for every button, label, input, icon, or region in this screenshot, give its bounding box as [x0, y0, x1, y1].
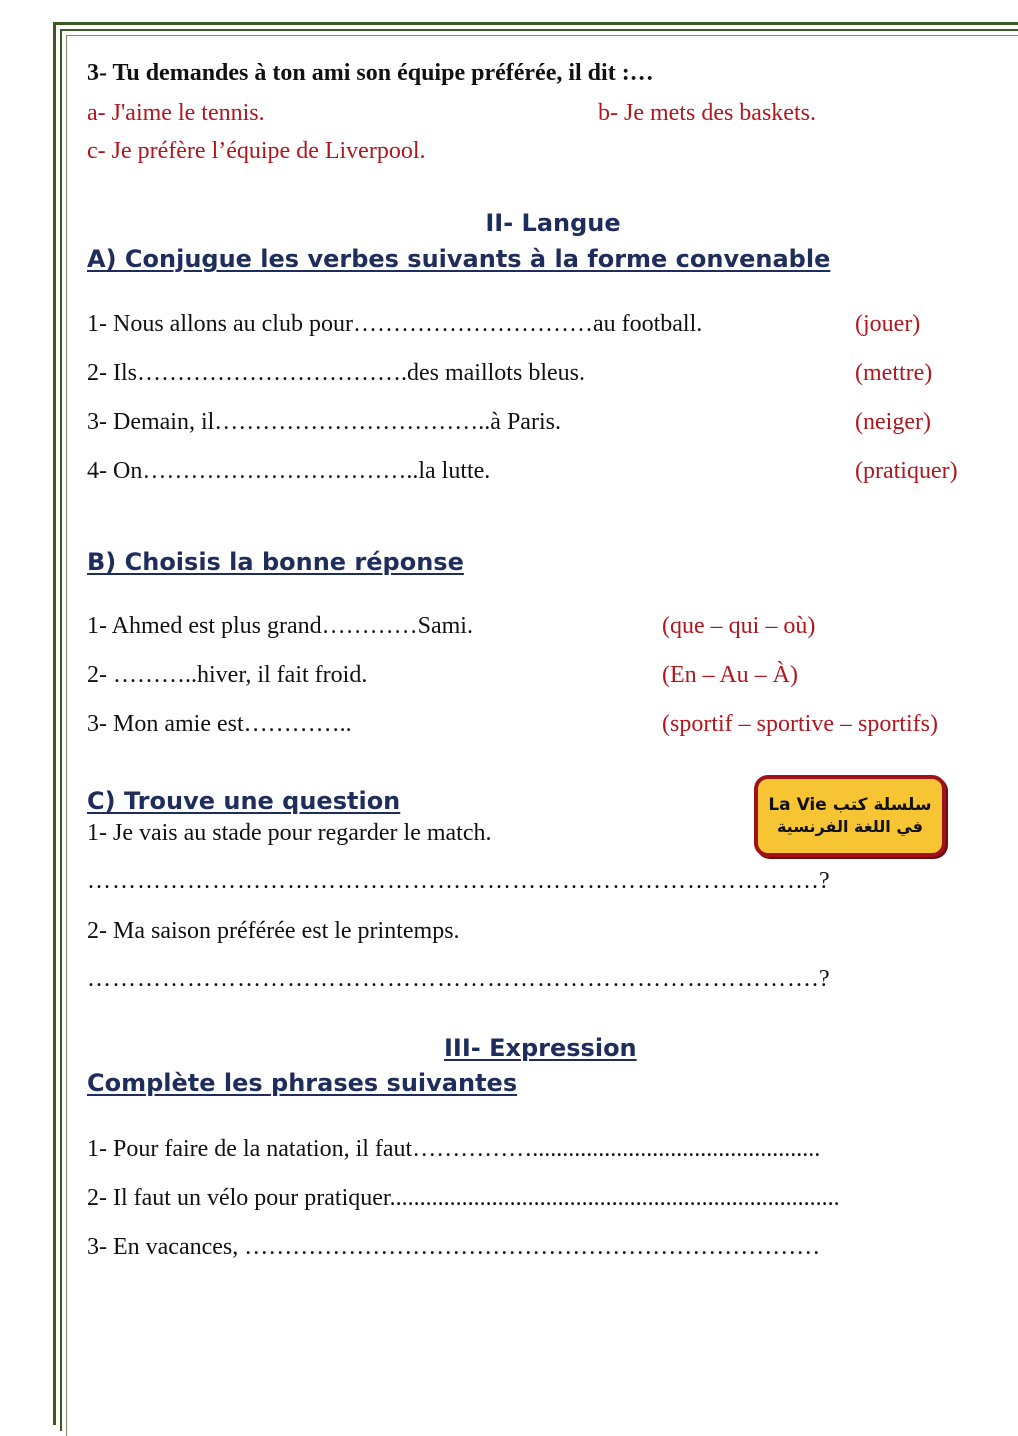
- question-item-2: 2- Ma saison préférée est le printemps.: [87, 918, 460, 944]
- option-b: b- Je mets des baskets.: [598, 100, 816, 126]
- section-c-title: C) Trouve une question: [87, 787, 401, 815]
- choice-options-2: (En – Au – À): [662, 662, 798, 688]
- conjugate-item-4: 4- On……………………………..la lutte.: [87, 458, 491, 484]
- question-answer-line-1: …………………………………………………………………………….?: [87, 868, 831, 894]
- badge-line-1: La Vie سلسلة كتب: [768, 795, 932, 815]
- section-expression-title: III- Expression: [444, 1034, 637, 1062]
- conjugate-hint-1: (jouer): [855, 311, 921, 337]
- question-item-1: 1- Je vais au stade pour regarder le match.: [87, 820, 492, 846]
- conjugate-hint-3: (neiger): [855, 409, 931, 435]
- conjugate-item-3: 3- Demain, il……………………………..à Paris.: [87, 409, 561, 435]
- section-langue-title: II- Langue: [485, 209, 621, 237]
- expression-subtitle: Complète les phrases suivantes: [87, 1069, 518, 1097]
- expression-item-2: 2- Il faut un vélo pour pratiquer...........................................................................: [87, 1185, 840, 1211]
- choice-item-2: 2- ………..hiver, il fait froid.: [87, 662, 368, 688]
- question-3: 3- Tu demandes à ton ami son équipe préférée, il dit :…: [87, 60, 654, 86]
- choice-item-3: 3- Mon amie est…………..: [87, 711, 352, 737]
- section-a-title: A) Conjugue les verbes suivants à la forme convenable: [87, 245, 831, 273]
- expression-item-3: 3- En vacances, ………………………………………………………………: [87, 1234, 821, 1260]
- choice-options-3: (sportif – sportive – sportifs): [662, 711, 938, 737]
- section-b-title: B) Choisis la bonne réponse: [87, 548, 464, 576]
- conjugate-hint-4: (pratiquer): [855, 458, 958, 484]
- conjugate-hint-2: (mettre): [855, 360, 933, 386]
- badge-line-2: في اللغة الفرنسية: [776, 817, 924, 836]
- choice-item-1: 1- Ahmed est plus grand…………Sami.: [87, 613, 473, 639]
- series-badge: [754, 775, 946, 857]
- expression-item-1: 1- Pour faire de la natation, il faut……………................................................: [87, 1136, 821, 1162]
- option-a: a- J'aime le tennis.: [87, 100, 265, 126]
- question-answer-line-2: …………………………………………………………………………….?: [87, 966, 831, 992]
- conjugate-item-1: 1- Nous allons au club pour…………………………au football.: [87, 311, 703, 337]
- choice-options-1: (que – qui – où): [662, 613, 816, 639]
- conjugate-item-2: 2- Ils…………………………….des maillots bleus.: [87, 360, 585, 386]
- option-c: c- Je préfère l’équipe de Liverpool.: [87, 138, 426, 164]
